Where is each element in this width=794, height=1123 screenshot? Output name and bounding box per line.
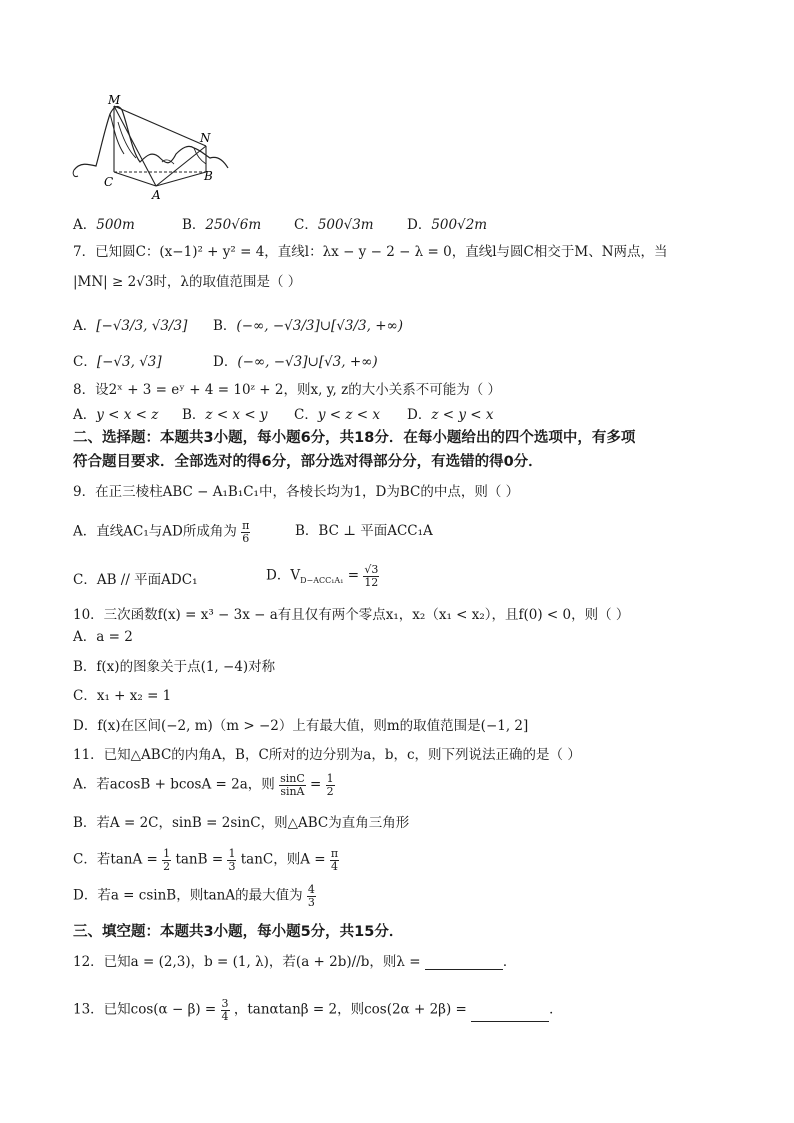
- mountain-figure: [70, 92, 240, 202]
- label-B: B: [204, 169, 213, 183]
- q7-stem-line2: |MN| ≥ 2√3时，λ的取值范围是（ ）: [73, 274, 302, 290]
- q8-option-b[interactable]: B．z < x < y: [182, 407, 268, 423]
- q10-option-a[interactable]: A．a = 2: [73, 629, 133, 645]
- q9-stem: 9．在正三棱柱ABC − A₁B₁C₁中，各棱长均为1，D为BC的中点，则（ ）: [73, 484, 520, 500]
- q9-option-d[interactable]: D．$V_{D-ACC_1A_1}$ = $\frac{√3}{12}$: [266, 563, 379, 589]
- q6-option-a[interactable]: A．500m: [73, 217, 135, 233]
- q11-stem: 11．已知△ABC的内角A，B，C所对的边分别为a，b，c，则下列说法正确的是（ ）: [73, 747, 581, 763]
- q7-stem-line1: 7．已知圆C：(x−1)² + y² = 4，直线l：λx − y − 2 − λ = 0，直线l与圆C相交于M、N两点，当: [73, 244, 668, 260]
- q13-stem: 13．已知cos(α − β) = $\frac{3}{4}$ ，tanαtanβ = 2，则cos(2α + 2β) = ．: [73, 997, 563, 1023]
- q10-option-c[interactable]: C．x₁ + x₂ = 1: [73, 688, 172, 704]
- section-3-heading: 三、填空题：本题共3小题，每小题5分，共15分．: [73, 924, 404, 940]
- q12-stem: 12．已知a = (2,3)，b = (1, λ)，若(a + 2b)//b，则λ = ．: [73, 954, 517, 970]
- q10-option-d[interactable]: D．f(x)在区间(−2, m)（m > −2）上有最大值，则m的取值范围是(−1, 2]: [73, 718, 529, 734]
- q7-option-d[interactable]: D．(−∞, −√3]∪[√3, +∞): [213, 354, 378, 370]
- label-N: N: [200, 131, 211, 145]
- section-2-heading-cont: 符合题目要求．全部选对的得6分，部分选对得部分分，有选错的得0分．: [73, 454, 543, 470]
- q6-option-d[interactable]: D．500√2m: [407, 217, 488, 233]
- q7-option-b[interactable]: B．(−∞, −√3/3]∪[√3/3, +∞): [213, 318, 404, 334]
- q9-option-b[interactable]: B．BC ⊥ 平面ACC₁A: [295, 523, 433, 539]
- q7-option-c[interactable]: C．[−√3, √3]: [73, 354, 162, 370]
- q8-option-d[interactable]: D．z < y < x: [407, 407, 494, 423]
- label-C: C: [104, 175, 114, 189]
- q10-stem: 10．三次函数f(x) = x³ − 3x − a有且仅有两个零点x₁，x₂（x₁ < x₂），且f(0) < 0，则（ ）: [73, 607, 630, 623]
- q9-d-fraction: $\frac{√3}{12}$: [364, 563, 379, 589]
- label-A: A: [152, 188, 161, 202]
- q10-option-b[interactable]: B．f(x)的图象关于点(1, −4)对称: [73, 659, 276, 675]
- q11-option-b[interactable]: B．若A = 2C，sinB = 2sinC，则△ABC为直角三角形: [73, 815, 410, 831]
- q9-option-a[interactable]: A．直线AC₁与AD所成角为 $\frac{\pi}{6}$: [73, 519, 250, 545]
- label-M: M: [108, 93, 121, 107]
- section-2-heading: 二、选择题：本题共3小题，每小题6分，共18分．在每小题给出的四个选项中，有多项: [73, 430, 636, 446]
- q11-option-a[interactable]: A．若acosB + bcosA = 2a，则 $\frac{\sin C}{\sin A}$ = $\frac{1}{2}$: [73, 772, 334, 798]
- q8-stem: 8．设2ˣ + 3 = eʸ + 4 = 10ᶻ + 2，则x, y, z的大小关系不可能为（ ）: [73, 382, 501, 398]
- q9-option-c[interactable]: C．AB // 平面ADC₁: [73, 572, 198, 588]
- q6-option-b[interactable]: B．250√6m: [182, 217, 262, 233]
- q7-option-a[interactable]: A．[−√3/3, √3/3]: [73, 318, 188, 334]
- q13-answer-blank[interactable]: [471, 1007, 549, 1022]
- q9-a-fraction: $\frac{\pi}{6}$: [242, 519, 250, 545]
- q8-option-a[interactable]: A．y < x < z: [73, 407, 159, 423]
- q6-option-c[interactable]: C．500√3m: [294, 217, 374, 233]
- q11-option-d[interactable]: D．若a = csinB，则tanA的最大值为 $\frac{4}{3}$: [73, 883, 315, 909]
- q11-option-c[interactable]: C．若tanA = $\frac{1}{2}$ tanB = $\frac{1}{3}$ tanC，则A = $\frac{\pi}{4}$: [73, 847, 339, 873]
- q8-option-c[interactable]: C．y < z < x: [294, 407, 380, 423]
- q12-answer-blank[interactable]: [425, 955, 503, 970]
